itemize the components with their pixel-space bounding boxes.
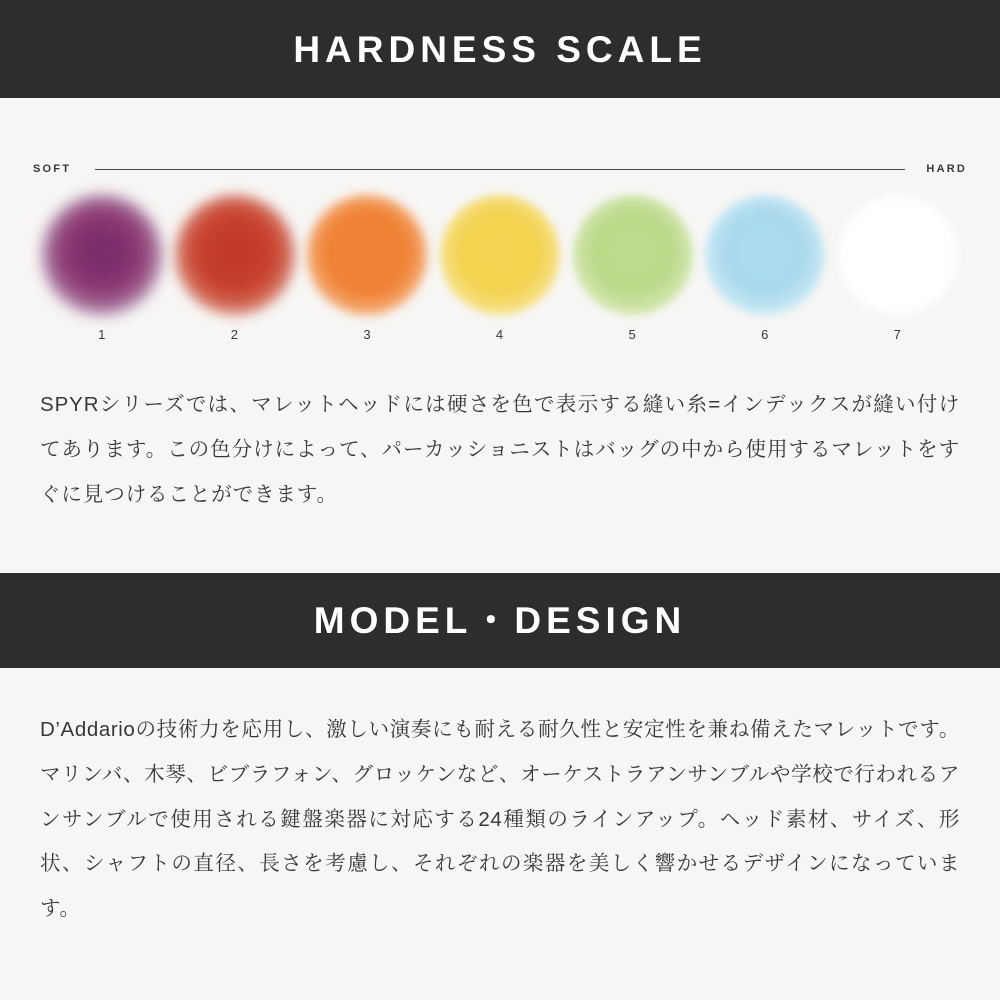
- model-design-description: D’Addarioの技術力を応用し、激しい演奏にも耐える耐久性と安定性を兼ね備えたマレットです。マリンバ、木琴、ビブラフォン、グロッケンなど、オーケストラアンサンブルや学校で行われるアンサンブルで使用される鍵盤楽器に対応する24種類のラインアップ。ヘッド素材、サイズ、形状、シャフトの直径、長さを考慮し、それぞれの楽器を美しく響かせるデザインになっています。: [40, 718, 960, 921]
- hardness-scale-title: HARDNESS SCALE: [293, 28, 707, 70]
- hardness-scale-banner: [0, 0, 1000, 98]
- hardness-axis: [33, 161, 967, 177]
- swatch-number: 4: [495, 327, 505, 342]
- hardness-scale-section: [0, 161, 1000, 573]
- swatch-item: [831, 195, 964, 342]
- hardness-swatch-row: [36, 195, 964, 342]
- swatch-color-6: [705, 195, 825, 315]
- swatch-number: 7: [893, 327, 902, 342]
- swatch-number: 3: [363, 327, 372, 342]
- section-spacer: [0, 517, 1000, 573]
- swatch-number: 2: [230, 327, 239, 342]
- swatch-item: [434, 195, 567, 342]
- axis-label-soft: SOFT: [33, 163, 72, 175]
- swatch-item: [699, 195, 832, 342]
- swatch-number: 1: [98, 327, 107, 342]
- axis-line: [95, 169, 905, 170]
- swatch-item: [566, 195, 699, 342]
- swatch-color-5: [573, 195, 693, 315]
- model-design-section: [0, 708, 1000, 931]
- swatch-item: [301, 195, 434, 342]
- swatch-item: [36, 195, 169, 342]
- swatch-number: 5: [628, 327, 637, 342]
- swatch-color-1: [42, 195, 162, 315]
- axis-label-hard: HARD: [926, 163, 967, 175]
- hardness-scale-description: SPYRシリーズでは、マレットヘッドには硬さを色で表示する縫い糸=インデックスが縫い付けてあります。この色分けによって、パーカッショニストはバッグの中から使用するマレットをすぐに見つけることができます。: [40, 393, 960, 507]
- model-design-title: MODEL・DESIGN: [313, 600, 687, 642]
- swatch-number: 6: [761, 327, 770, 342]
- swatch-color-7: [838, 195, 958, 315]
- swatch-item: [169, 195, 302, 342]
- swatch-color-4: [440, 195, 560, 315]
- swatch-color-3: [307, 195, 427, 315]
- swatch-color-2: [175, 195, 295, 315]
- model-design-banner: [0, 573, 1000, 668]
